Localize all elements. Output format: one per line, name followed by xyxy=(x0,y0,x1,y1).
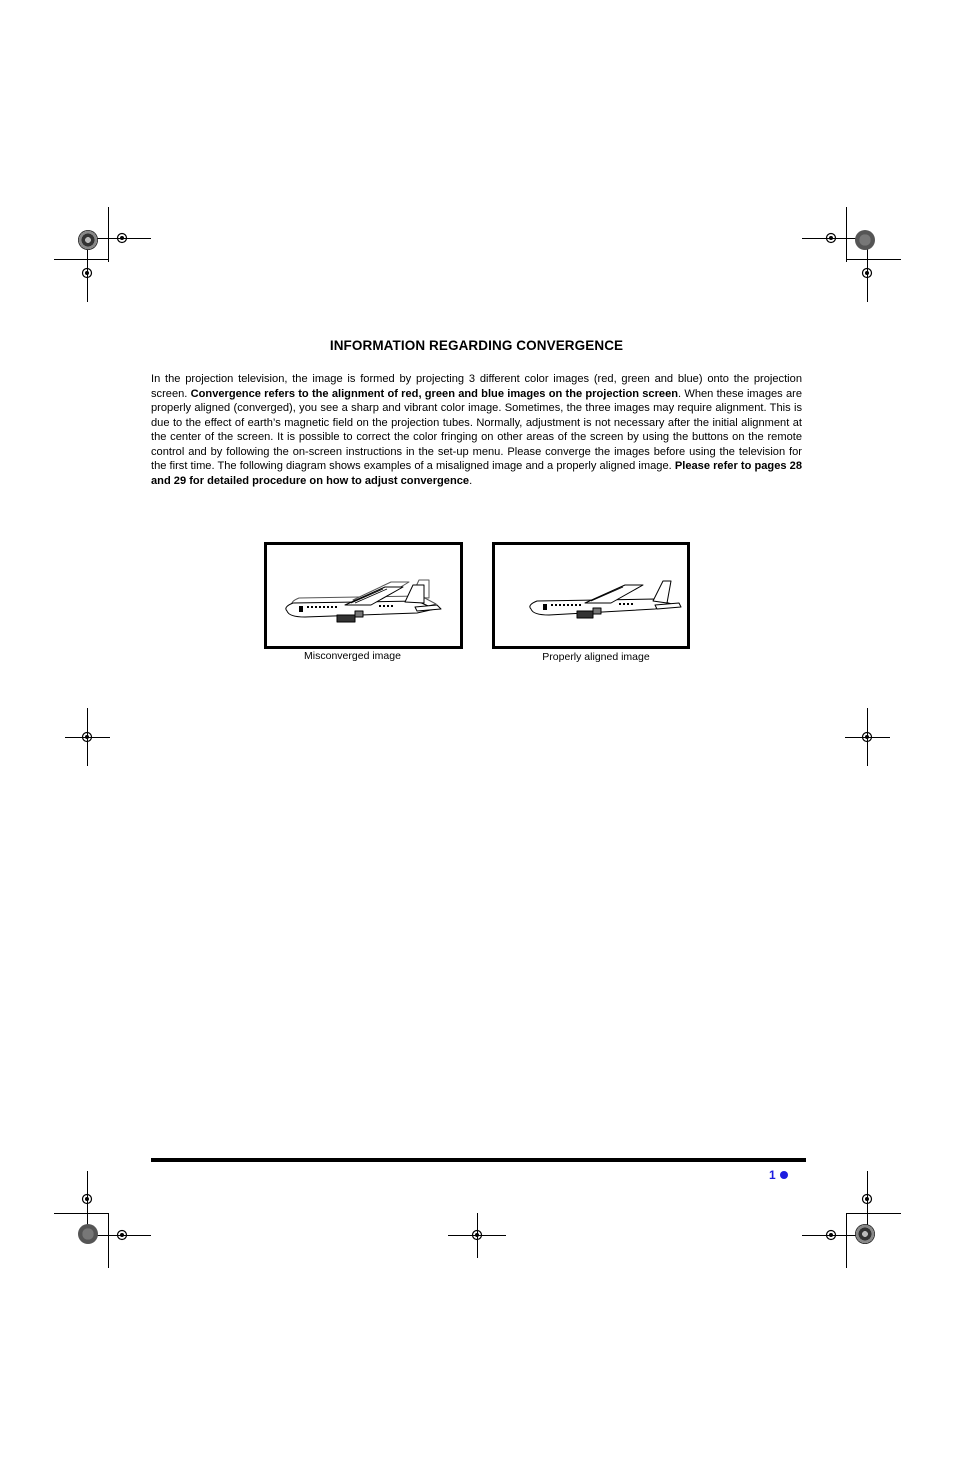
registration-target-icon xyxy=(115,231,129,245)
color-target-icon xyxy=(78,230,98,250)
footer-rule xyxy=(151,1158,806,1162)
page-number: 1 xyxy=(769,1168,776,1182)
body-paragraph xyxy=(151,372,802,488)
paragraph-text: . When these images are properly aligned (converged), you see a sharp and vibrant color image. Sometimes, the three images may require alignment. This is due to the effect of earth’s magnetic field on the projection tubes. Normally, adjustment is not necessary after the initial alignment at the center of the screen. It is possible to correct the color fringing on other areas of the screen by using the buttons on the remote control and by following the on-screen instructions in the set-up menu. Please converge the images before using the television for the first time. The following diagram shows examples of a misaligned image and a properly aligned image. xyxy=(151,387,802,472)
crop-line xyxy=(54,1213,109,1214)
color-target-icon xyxy=(855,230,875,250)
paragraph-text: . xyxy=(469,474,473,487)
registration-target-icon xyxy=(860,730,874,744)
paragraph-text: In the projection television, the image is formed by projecting 3 different color images (red, green and blue) onto the projection screen. xyxy=(151,373,802,400)
bullet-dot-icon xyxy=(780,1171,788,1179)
registration-target-icon xyxy=(860,1192,874,1206)
registration-target-icon xyxy=(80,266,94,280)
color-target-icon xyxy=(78,1224,98,1244)
airplane-misconverged-icon xyxy=(267,545,460,646)
crop-line xyxy=(846,1213,901,1214)
paragraph-emphasis: Please refer to pages 28 and 29 for detailed procedure on how to adjust convergence xyxy=(151,460,802,487)
registration-target-icon xyxy=(860,266,874,280)
registration-target-icon xyxy=(80,1192,94,1206)
crop-line xyxy=(54,259,109,260)
registration-target-icon xyxy=(115,1228,129,1242)
registration-target-icon xyxy=(470,1228,484,1242)
crop-line xyxy=(108,1213,109,1268)
page-title: INFORMATION REGARDING CONVERGENCE xyxy=(329,338,624,353)
color-target-icon xyxy=(855,1224,875,1244)
registration-target-icon xyxy=(80,730,94,744)
aligned-figure xyxy=(492,542,690,649)
misconverged-figure xyxy=(264,542,463,649)
registration-target-icon xyxy=(824,231,838,245)
crop-line xyxy=(108,207,109,262)
paragraph-emphasis: Convergence refers to the alignment of red, green and blue images on the projection screen xyxy=(190,387,679,400)
figure-caption: Properly aligned image xyxy=(542,651,650,663)
crop-line xyxy=(846,259,901,260)
airplane-aligned-icon xyxy=(495,545,687,646)
figure-caption: Misconverged image xyxy=(304,650,401,662)
crop-line xyxy=(846,207,847,262)
crop-line xyxy=(846,1213,847,1268)
registration-target-icon xyxy=(824,1228,838,1242)
